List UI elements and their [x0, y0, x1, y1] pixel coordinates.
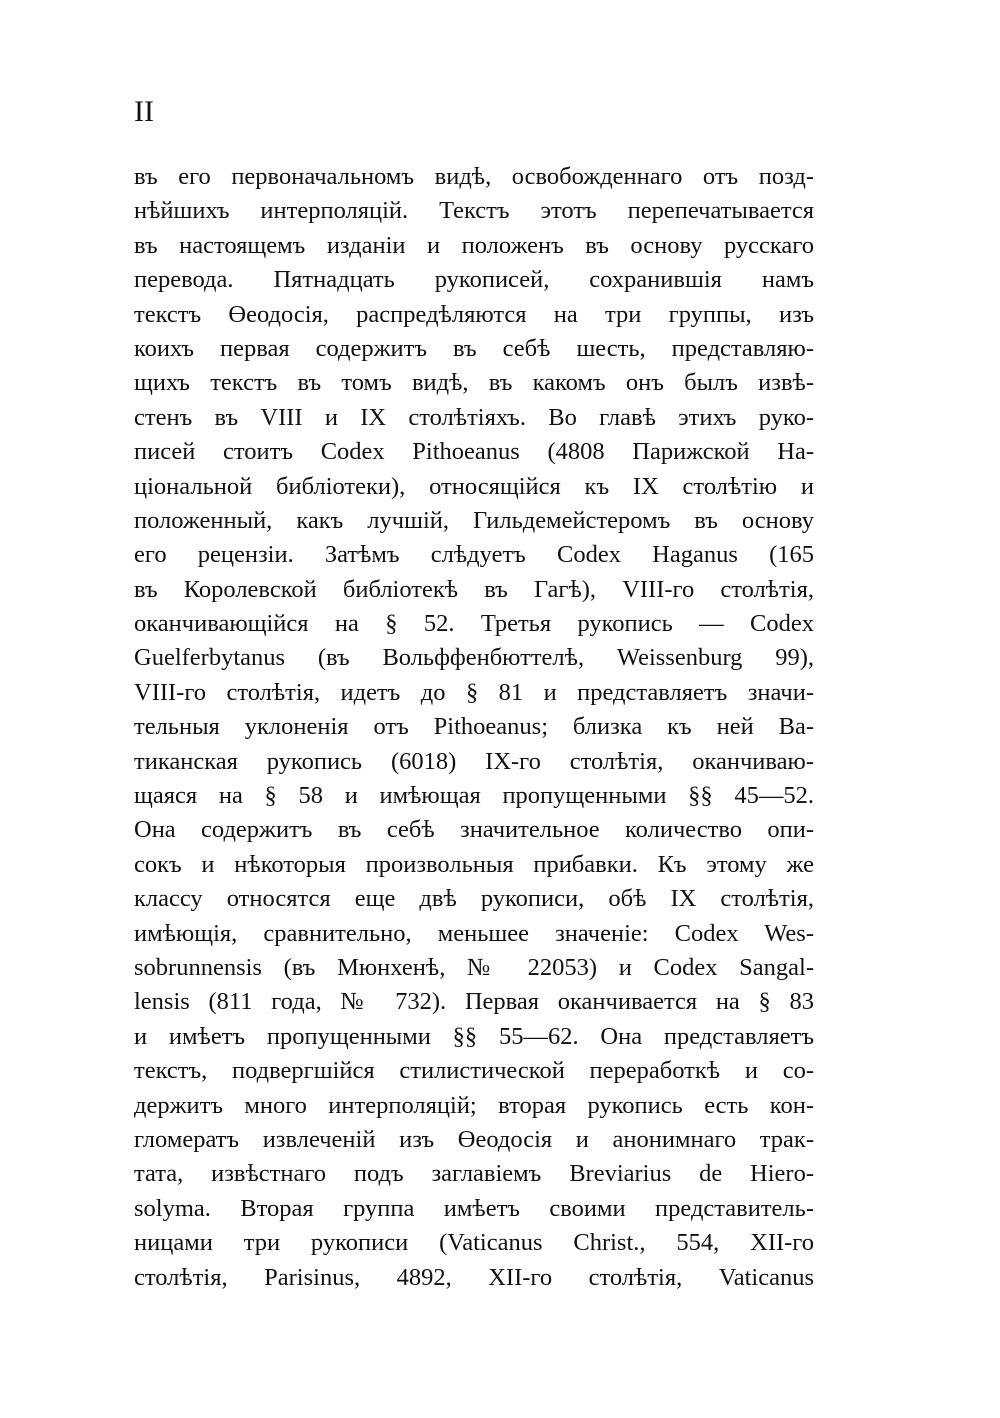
text-line: держитъ много интерполяцій; вторая рукопись есть кон-	[134, 1091, 814, 1119]
body-text	[134, 160, 814, 1295]
text-line: sobrunnensis (въ Мюнхенѣ, № 22053) и Codex Sangal-	[134, 953, 814, 981]
text-line: въ его первоначальномъ видѣ, освобожденнаго отъ позд-	[134, 163, 814, 190]
page-number: II	[134, 95, 154, 128]
text-line: стенъ въ VIII и IX столѣтіяхъ. Во главѣ этихъ руко-	[134, 403, 814, 431]
text-line: и имѣетъ пропущенными §§ 55—62. Она представляетъ	[134, 1022, 814, 1050]
text-line: lensis (811 года, № 732). Первая оканчивается на § 83	[134, 988, 814, 1016]
text-line: въ Королевской библіотекѣ въ Гагѣ), VIII-го столѣтія,	[134, 575, 814, 603]
text-line: Она содержитъ въ себѣ значительное количество опи-	[134, 816, 814, 844]
text-line: писей стоитъ Codex Pithoeanus (4808 Парижской На-	[134, 438, 814, 466]
text-line: въ настоящемъ изданіи и положенъ въ основу русскаго	[134, 231, 814, 259]
text-line: VIII-го столѣтія, идетъ до § 81 и представляетъ значи-	[134, 678, 814, 706]
text-line: столѣтія, Parisinus, 4892, XII-го столѣтія, Vaticanus	[134, 1263, 814, 1291]
text-line: классу относятся еще двѣ рукописи, обѣ IX столѣтія,	[134, 885, 814, 913]
text-line: имѣющія, сравнительно, меньшее значеніе: Codex Wes-	[134, 919, 814, 947]
text-line: коихъ первая содержитъ въ себѣ шесть, представляю-	[134, 334, 814, 362]
text-line: сокъ и нѣкоторыя произвольныя прибавки. Къ этому же	[134, 850, 814, 878]
text-line: ціональной библіотеки), относящійся къ IX столѣтію и	[134, 472, 814, 500]
text-line: ницами три рукописи (Vaticanus Christ., 554, XII-го	[134, 1229, 814, 1257]
text-line: текстъ, подвергшійся стилистической переработкѣ и со-	[134, 1057, 814, 1085]
text-line: тата, извѣстнаго подъ заглавіемъ Breviarius de Hiero-	[134, 1160, 814, 1188]
text-line: его рецензіи. Затѣмъ слѣдуетъ Codex Haganus (165	[134, 541, 814, 569]
text-line: перевода. Пятнадцать рукописей, сохранившія намъ	[134, 266, 814, 294]
text-line: оканчивающійся на § 52. Третья рукопись — Codex	[134, 610, 814, 638]
text-line: Guelferbytanus (въ Вольффенбюттелѣ, Weissenburg 99),	[134, 644, 814, 672]
text-line: текстъ Өеодосія, распредѣляются на три группы, изъ	[134, 300, 814, 328]
text-line: гломератъ извлеченій изъ Өеодосія и анонимнаго трак-	[134, 1125, 814, 1153]
text-line: щаяся на § 58 и имѣющая пропущенными §§ 45—52.	[134, 782, 814, 810]
text-line: тельныя уклоненія отъ Pithoeanus; близка къ ней Ва-	[134, 713, 814, 741]
text-line: нѣйшихъ интерполяцій. Текстъ этотъ перепечатывается	[134, 197, 814, 225]
text-line: тиканская рукопись (6018) IX-го столѣтія, оканчиваю-	[134, 747, 814, 775]
text-line: solyma. Вторая группа имѣетъ своими представитель-	[134, 1194, 814, 1222]
text-line: положенный, какъ лучшій, Гильдемейстеромъ въ основу	[134, 506, 814, 534]
text-line: щихъ текстъ въ томъ видѣ, въ какомъ онъ былъ извѣ-	[134, 369, 814, 397]
